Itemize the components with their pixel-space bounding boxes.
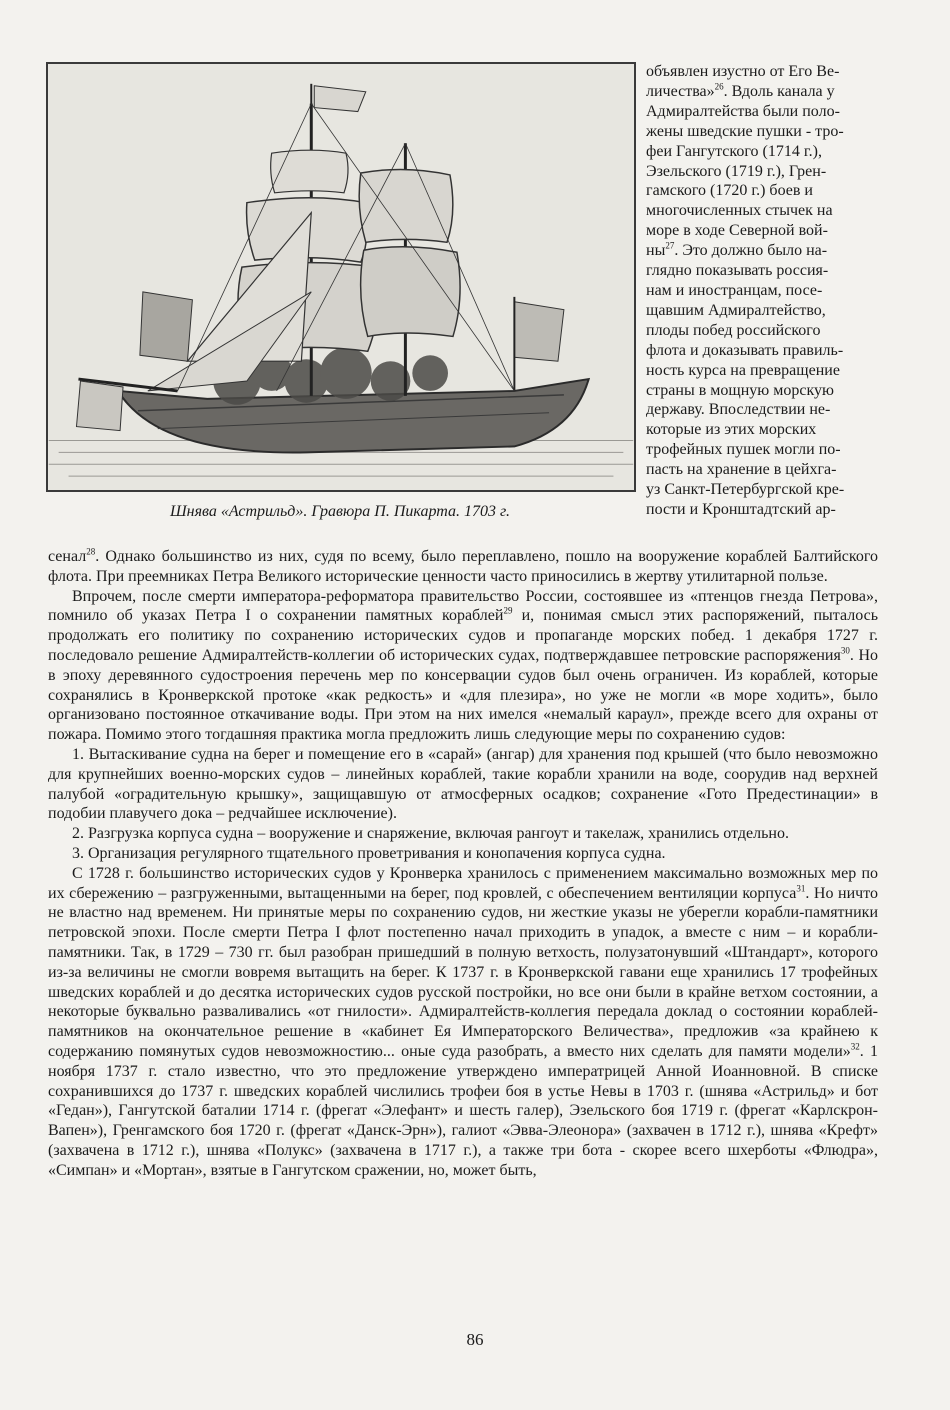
side-line: ность курса на превращение xyxy=(646,361,840,379)
figure-caption: Шнява «Астрильд». Гравюра П. Пикарта. 1703 г. xyxy=(169,503,511,520)
side-line: . Вдоль канала у xyxy=(723,82,835,100)
paragraph-text: . 1 ноября 1737 г. стало известно, что это предложение утверждено императрицей Анной Иоанновной. В списке сохранившихся до 1737 г. шведских кораблей числились трофеи боя в устье Невы в 1703 г. (шнява «Астрильд» и бот «Гедан»), Гангутской баталии 1714 г. (фрегат «Элефант» и шесть галер), Эзельского боя 1719 г. (фрегат «Карлскрон-Вапен»), Гренгамского боя 1720 г. (фрегат «Данск-Эрн»), галиот «Эвва-Элеонора» (захвачен в 1712 г.), шнява «Крефт» (захвачена в 1712 г.), шнява «Полукс» (захвачена в 1717 г.), а также три бота - скорее всего шхерботы «Флюдра», «Симпан» и «Мортан», взятые в Гангутском сражении, но, может быть, xyxy=(48,1042,878,1179)
side-line: пасть на хранение в цейхга- xyxy=(646,461,837,479)
main-text xyxy=(48,547,878,1181)
paragraph-text: Впрочем, после смерти императора-реформатора правительство России, состоявшее из «птенцов гнезда Петрова», помнило об указах Петра I о сохранении памятных кораблей xyxy=(48,587,878,625)
footnote-ref: 32 xyxy=(850,1041,860,1052)
side-line: . Это должно было на- xyxy=(674,242,828,260)
footnote-ref: 29 xyxy=(503,606,513,617)
side-line: щавшим Адмиралтейство, xyxy=(646,301,826,319)
side-line: державу. Впоследствии не- xyxy=(646,401,831,419)
side-line: личества» xyxy=(646,82,715,100)
side-line: ны xyxy=(646,242,666,260)
side-line: флота и доказывать правиль- xyxy=(646,341,844,359)
side-line: Эзельского (1719 г.), Грен- xyxy=(646,162,827,180)
side-line: Адмиралтейства были поло- xyxy=(646,102,840,120)
side-line: феи Гангутского (1714 г.), xyxy=(646,142,822,160)
ship-engraving-icon xyxy=(48,64,634,490)
side-line: глядно показывать россия- xyxy=(646,262,829,280)
footnote-ref: 26 xyxy=(714,81,724,92)
ship-engraving-figure xyxy=(46,62,636,492)
side-line: трофейных пушек могли по- xyxy=(646,441,841,459)
footnote-ref: 31 xyxy=(796,883,806,894)
paragraph xyxy=(48,864,878,1181)
list-item: 2. Разгрузка корпуса судна – вооружение и снаряжение, включая рангоут и такелаж, хранились отдельно. xyxy=(72,825,789,843)
side-line: многочисленных стычек на xyxy=(646,202,833,220)
side-column-text xyxy=(646,62,878,520)
paragraph xyxy=(48,547,878,587)
side-line: жены шведские пушки - тро- xyxy=(646,122,844,140)
side-line: плоды побед российского xyxy=(646,321,821,339)
paragraph-text: . Но ничто не властно над временем. Ни принятые меры по сохранению судов, ни жесткие указы не уберегли корабли-памятники петровской эпохи. После смерти Петра I флот постепенно начал приходить в упадок, а вместе с ним – и корабли-памятники. Так, в 1729 – 730 гг. был разобран пришедший в полную ветхость, полузатонувший «Штандарт», которого из-за величины не смогли вовремя вытащить на берег. К 1737 г. в Кронверкской гавани еще хранились 17 трофейных шведских кораблей и до десятка исторических судов русской постройки, но все они были в крайне ветхом состоянии, а некоторые буквально разваливались «от гнилости». Адмиралтейств-коллегия передала доклад о состоянии кораблей-памятников на окончательное решение в «кабинет Ея Императорского Величества», предложив «за крайнею к содержанию помянутых судов невозможностию... оные суда разобрать, а вместо них сделать для памяти модели» xyxy=(48,884,878,1060)
side-line: страны в мощную морскую xyxy=(646,381,834,399)
paragraph-text: . Но в эпоху деревянного судостроения перечень мер по консервации судов был очень ограничен. Из кораблей, которые сохранялись в Кронверкской протоке «как редкость» и «для плезира», но уже не могли «в море ходить», было организовано постоянное откачивание воды. При этом на них имелся «немалый караул», прежде всего для охраны от пожара. Помимо этого тогдашняя практика могла предложить лишь следующие меры по сохранению судов: xyxy=(48,646,879,744)
list-item: 3. Организация регулярного тщательного проветривания и конопачения корпуса судна. xyxy=(72,844,666,862)
footnote-ref: 27 xyxy=(665,240,675,251)
side-line: уз Санкт-Петербургской кре- xyxy=(646,481,845,499)
paragraph-text: . Однако большинство из них, судя по всему, было переплавлено, пошло на вооружение кораблей Балтийского флота. При преемниках Петра Великого исторические ценности часто приносились в жертву утилитарной пользе. xyxy=(48,548,878,585)
side-line: объявлен изустно от Его Ве- xyxy=(646,63,840,80)
page-number: 86 xyxy=(466,1330,484,1349)
paragraph-text: С 1728 г. большинство исторических судов у Кронверка хранилось с применением максимально возможных мер по их сбережению – разгруженными, вытащенными на берег, под кровлей, с обеспечением вентиляции корпуса xyxy=(48,864,878,902)
paragraph-text: сенал xyxy=(48,548,87,565)
side-line: пости и Кронштадтский ар- xyxy=(646,500,836,518)
list-item: 1. Вытаскивание судна на берег и помещение его в «сарай» (ангар) для хранения под крышей (что было невозможно для крупнейших военно-морских судов – линейных кораблей, такие корабли хранили на воде, соорудив над верхней палубой «оградительную крышку», защищавшую от атмосферных осадков; сохранение «Гото Предестинации» в подобии плавучего дока – редчайшее исключение). xyxy=(48,745,878,823)
footnote-ref: 28 xyxy=(86,546,96,557)
side-line: нам и иностранцам, посе- xyxy=(646,281,823,299)
paragraph-text: и, понимая смысл этих распоряжений, пыталось продолжать его политику по сохранению исторических судов и пропаганде морских побед. 1 декабря 1727 г. последовало решение Адмиралтейств-коллегии об исторических судах, подтверждавшее петровские распоряжения xyxy=(48,607,878,664)
paragraph xyxy=(48,587,878,745)
side-line: которые из этих морских xyxy=(646,421,817,439)
footnote-ref: 30 xyxy=(840,645,850,656)
side-line: гамского (1720 г.) боев и xyxy=(646,182,813,200)
side-line: море в ходе Северной вой- xyxy=(646,222,828,240)
